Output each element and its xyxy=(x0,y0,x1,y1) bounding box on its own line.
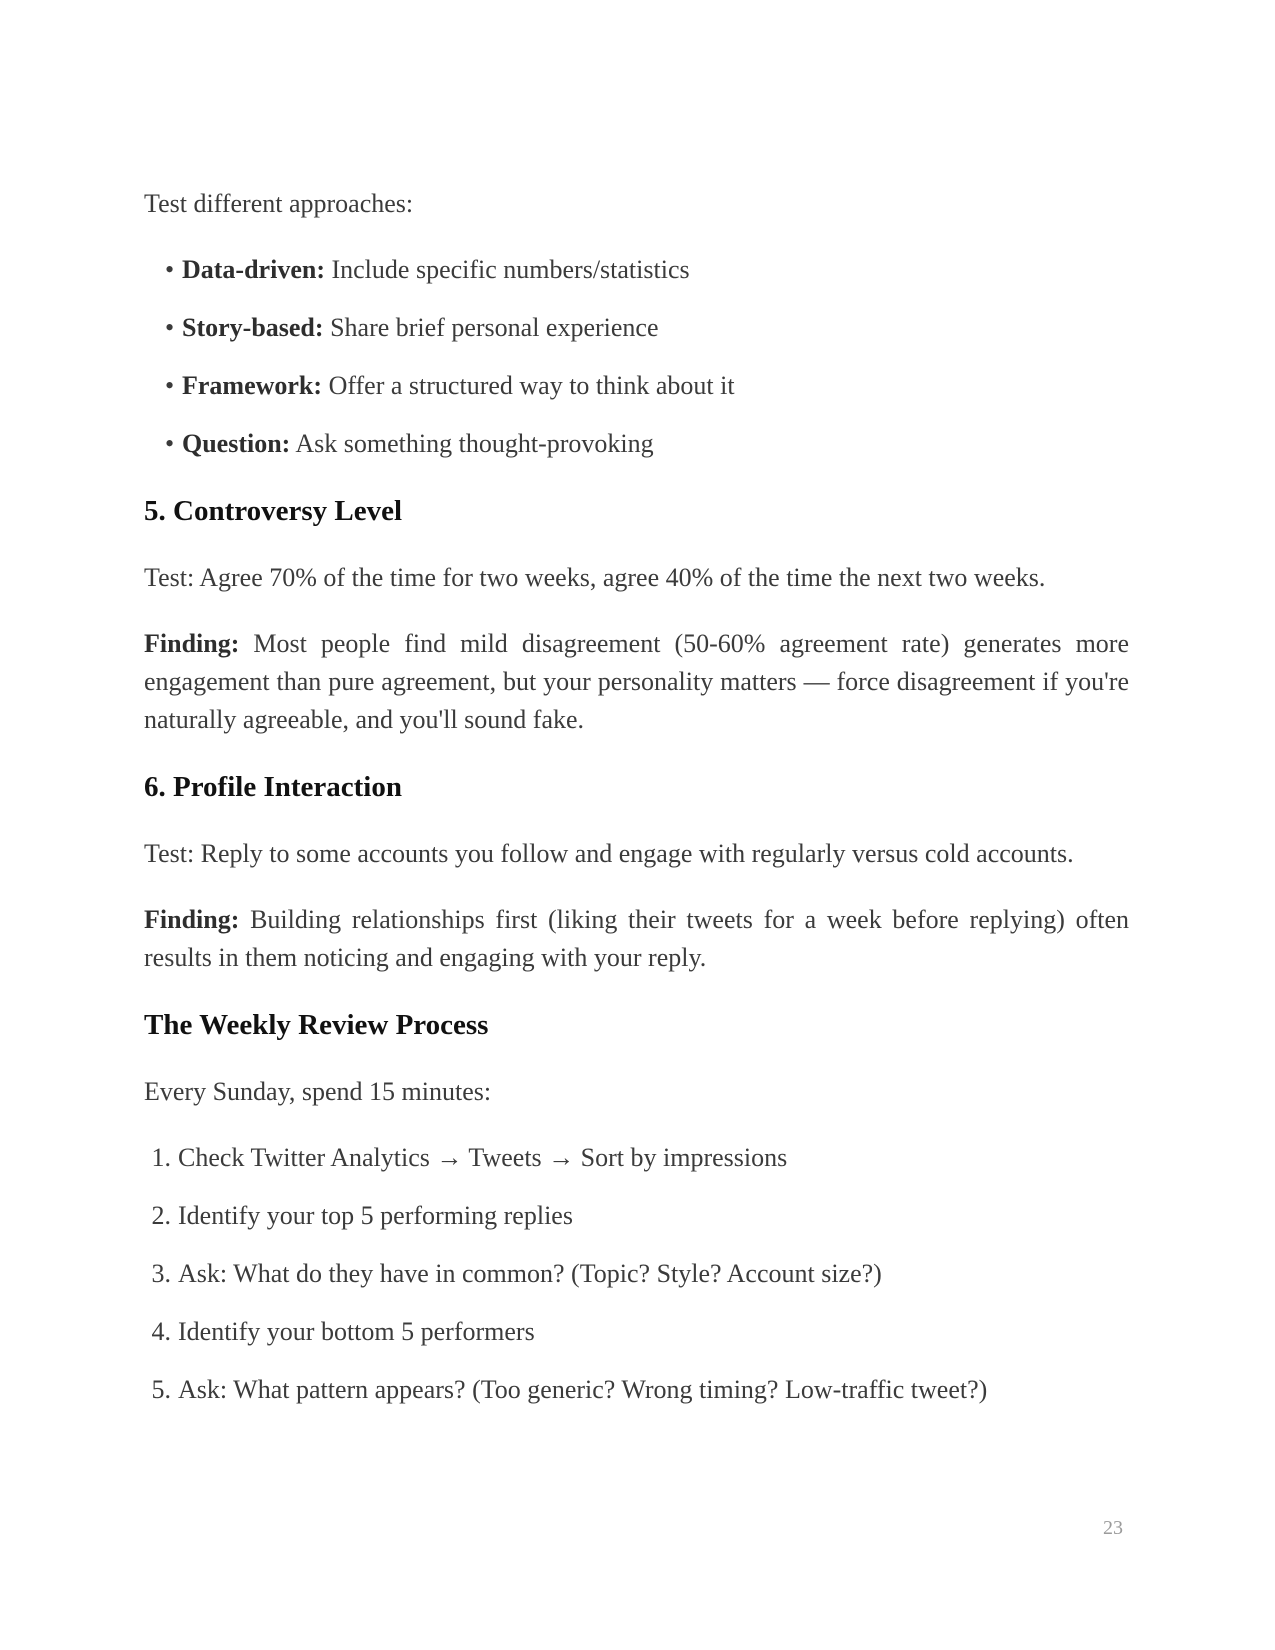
list-item xyxy=(144,425,1129,463)
section-heading-weekly-review: The Weekly Review Process xyxy=(144,1009,489,1041)
intro-paragraph: Test different approaches: xyxy=(144,189,414,218)
bullet-desc: Share brief personal experience xyxy=(323,313,659,342)
step-number: 4. xyxy=(151,1317,171,1346)
bullet-term: Data-driven: xyxy=(182,255,325,284)
bullet-desc: Ask something thought-provoking xyxy=(290,429,654,458)
bullet-icon: • xyxy=(165,255,175,284)
step-text: Ask: What do they have in common? (Topic? Style? Account size?) xyxy=(178,1259,882,1288)
step-number: 2. xyxy=(151,1201,171,1230)
finding-text: Building relationships first (liking their tweets for a week before replying) often results in them noticing and engaging with your reply. xyxy=(144,905,1129,972)
list-item xyxy=(144,367,1129,405)
test-paragraph: Test: Agree 70% of the time for two weeks, agree 40% of the time the next two weeks. xyxy=(144,563,1046,592)
bullet-desc: Offer a structured way to think about it xyxy=(322,371,735,400)
step-text: Identify your bottom 5 performers xyxy=(178,1317,535,1346)
list-item xyxy=(144,251,1129,289)
step-number: 1. xyxy=(151,1143,171,1172)
approaches-bullet-list xyxy=(144,251,1129,463)
step-number: 5. xyxy=(151,1375,171,1404)
bullet-term: Question: xyxy=(182,429,291,458)
list-item xyxy=(144,309,1129,347)
weekly-review-step-list xyxy=(144,1139,1129,1409)
list-item xyxy=(144,1197,1129,1235)
list-item xyxy=(144,1371,1129,1409)
list-item xyxy=(144,1139,1129,1177)
bullet-icon: • xyxy=(165,429,175,458)
section-heading-controversy-level: 5. Controversy Level xyxy=(144,495,402,527)
finding-text: Most people find mild disagreement (50-60% agreement rate) generates more engagement than pure agreement, but your personality matters — force disagreement if you're naturally agreeable, and you'll sound fake. xyxy=(144,629,1129,734)
page-content xyxy=(144,185,1129,1409)
list-item xyxy=(144,1313,1129,1351)
finding-label: Finding: xyxy=(144,905,240,934)
step-text: Ask: What pattern appears? (Too generic? Wrong timing? Low-traffic tweet?) xyxy=(178,1375,988,1404)
finding-label: Finding: xyxy=(144,629,240,658)
list-item xyxy=(144,1255,1129,1293)
finding-paragraph xyxy=(144,901,1129,977)
test-paragraph: Test: Reply to some accounts you follow and engage with regularly versus cold accounts. xyxy=(144,839,1074,868)
bullet-desc: Include specific numbers/statistics xyxy=(324,255,690,284)
step-text: Check Twitter Analytics → Tweets → Sort by impressions xyxy=(178,1143,788,1172)
step-text: Identify your top 5 performing replies xyxy=(178,1201,573,1230)
bullet-term: Framework: xyxy=(182,371,323,400)
section-heading-profile-interaction: 6. Profile Interaction xyxy=(144,771,402,803)
bullet-icon: • xyxy=(165,313,175,342)
step-number: 3. xyxy=(151,1259,171,1288)
page-number: 23 xyxy=(1103,1517,1123,1539)
bullet-icon: • xyxy=(165,371,175,400)
bullet-term: Story-based: xyxy=(182,313,324,342)
finding-paragraph xyxy=(144,625,1129,739)
weekly-intro-paragraph: Every Sunday, spend 15 minutes: xyxy=(144,1077,492,1106)
